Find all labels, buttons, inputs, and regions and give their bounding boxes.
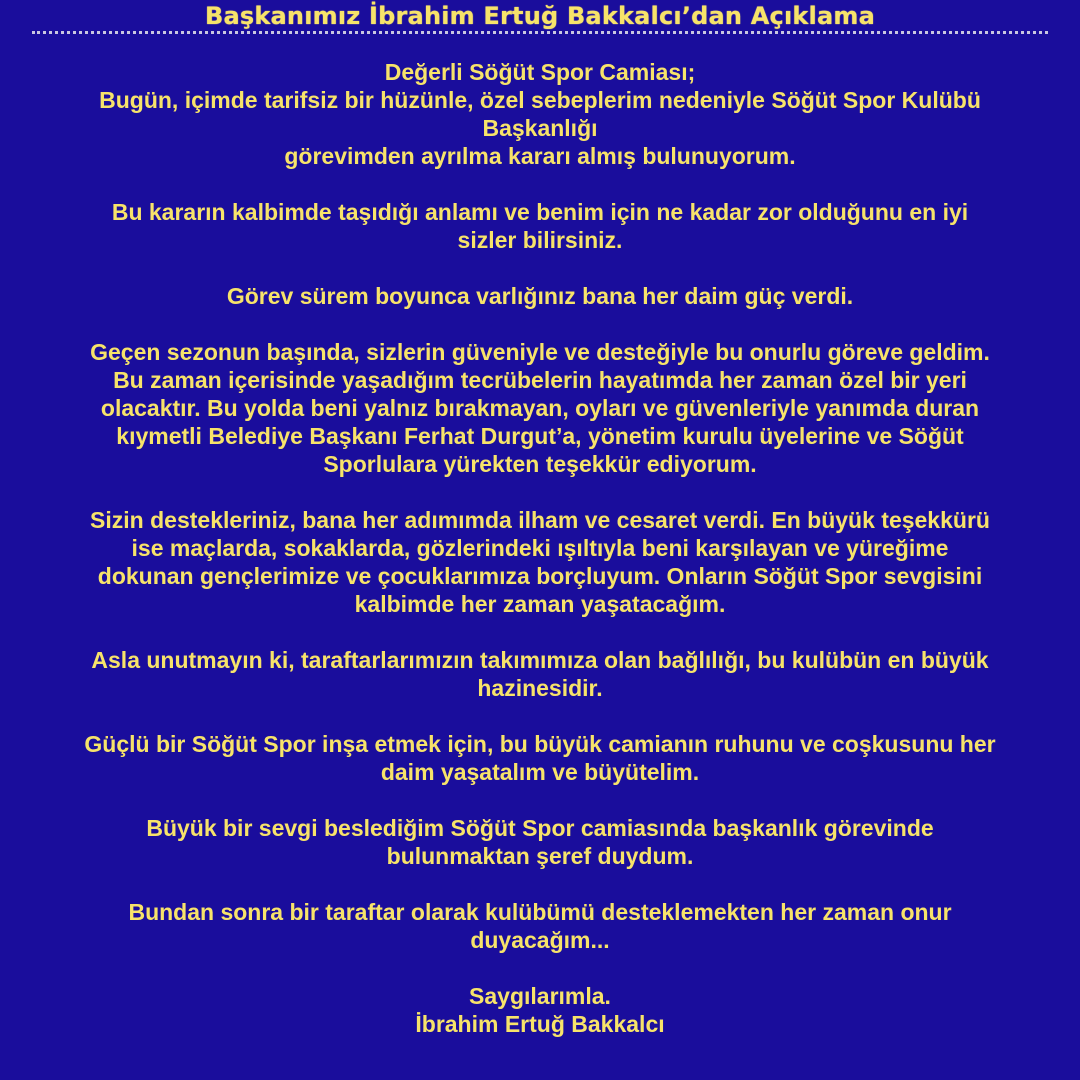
text-line: dokunan gençlerimize ve çocuklarımıza borçluyum. Onların Söğüt Spor sevgisini [97, 563, 983, 589]
text-line: daim yaşatalım ve büyütelim. [380, 759, 700, 785]
text-line: görevimden ayrılma kararı almış bulunuyorum. [284, 143, 796, 169]
text-line: Bu kararın kalbimde taşıdığı anlamı ve benim için ne kadar zor olduğunu en iyi [111, 199, 969, 225]
text-line: sizler bilirsiniz. [457, 227, 623, 253]
paragraph-fans [40, 646, 1040, 702]
text-line: Başkanlığı [482, 115, 598, 141]
text-line: Büyük bir sevgi beslediğim Söğüt Spor camiasında başkanlık görevinde [146, 815, 934, 841]
text-line: Geçen sezonun başında, sizlerin güveniyle ve desteğiyle bu onurlu göreve geldim. [90, 339, 990, 365]
text-line: bulunmaktan şeref duydum. [386, 843, 694, 869]
text-line: hazinesidir. [477, 675, 603, 701]
paragraph-honor [40, 814, 1040, 870]
text-line: duyacağım... [470, 927, 610, 953]
signature-name: İbrahim Ertuğ Bakkalcı [415, 1011, 665, 1037]
text-line: Görev sürem boyunca varlığınız bana her daim güç verdi. [226, 283, 854, 309]
paragraph-decision [40, 198, 1040, 254]
text-line: Sporlulara yürekten teşekkür ediyorum. [323, 451, 757, 477]
paragraph-future [40, 730, 1040, 786]
text-line: Asla unutmayın ki, taraftarlarımızın takımımıza olan bağlılığı, bu kulübün en büyük [91, 647, 989, 673]
paragraph-thanks [40, 338, 1040, 478]
text-line: ise maçlarda, sokaklarda, gözlerindeki ışıltıyla beni karşılayan ve yüreğime [131, 535, 949, 561]
text-line: kıymetli Belediye Başkanı Ferhat Durgut’a, yönetim kurulu üyelerine ve Söğüt [116, 423, 964, 449]
text-line: Güçlü bir Söğüt Spor inşa etmek için, bu büyük camianın ruhunu ve coşkusunu her [84, 731, 996, 757]
paragraph-support [40, 282, 1040, 310]
text-line: kalbimde her zaman yaşatacağım. [354, 591, 726, 617]
text-line: olacaktır. Bu yolda beni yalnız bırakmayan, oyları ve güvenleriyle yanımda duran [100, 395, 980, 421]
text-line: Değerli Söğüt Spor Camiası; [384, 59, 696, 85]
text-line: Bugün, içimde tarifsiz bir hüzünle, özel sebeplerim nedeniyle Söğüt Spor Kulübü [99, 87, 981, 113]
paragraph-youth [40, 506, 1040, 618]
title-divider [32, 31, 1048, 34]
text-line: Bundan sonra bir taraftar olarak kulübümü desteklemekten her zaman onur [128, 899, 952, 925]
signature-block [40, 982, 1040, 1038]
paragraph-supporter [40, 898, 1040, 954]
page-title: Başkanımız İbrahim Ertuğ Bakkalcı’dan Açıklama [205, 2, 875, 30]
statement-body [40, 58, 1040, 1066]
text-line: Sizin destekleriniz, bana her adımımda ilham ve cesaret verdi. En büyük teşekkürü [90, 507, 990, 533]
closing-text: Saygılarımla. [469, 983, 611, 1009]
paragraph-greeting [40, 58, 1040, 170]
text-line: Bu zaman içerisinde yaşadığım tecrübelerin hayatımda her zaman özel bir yeri [113, 367, 967, 393]
